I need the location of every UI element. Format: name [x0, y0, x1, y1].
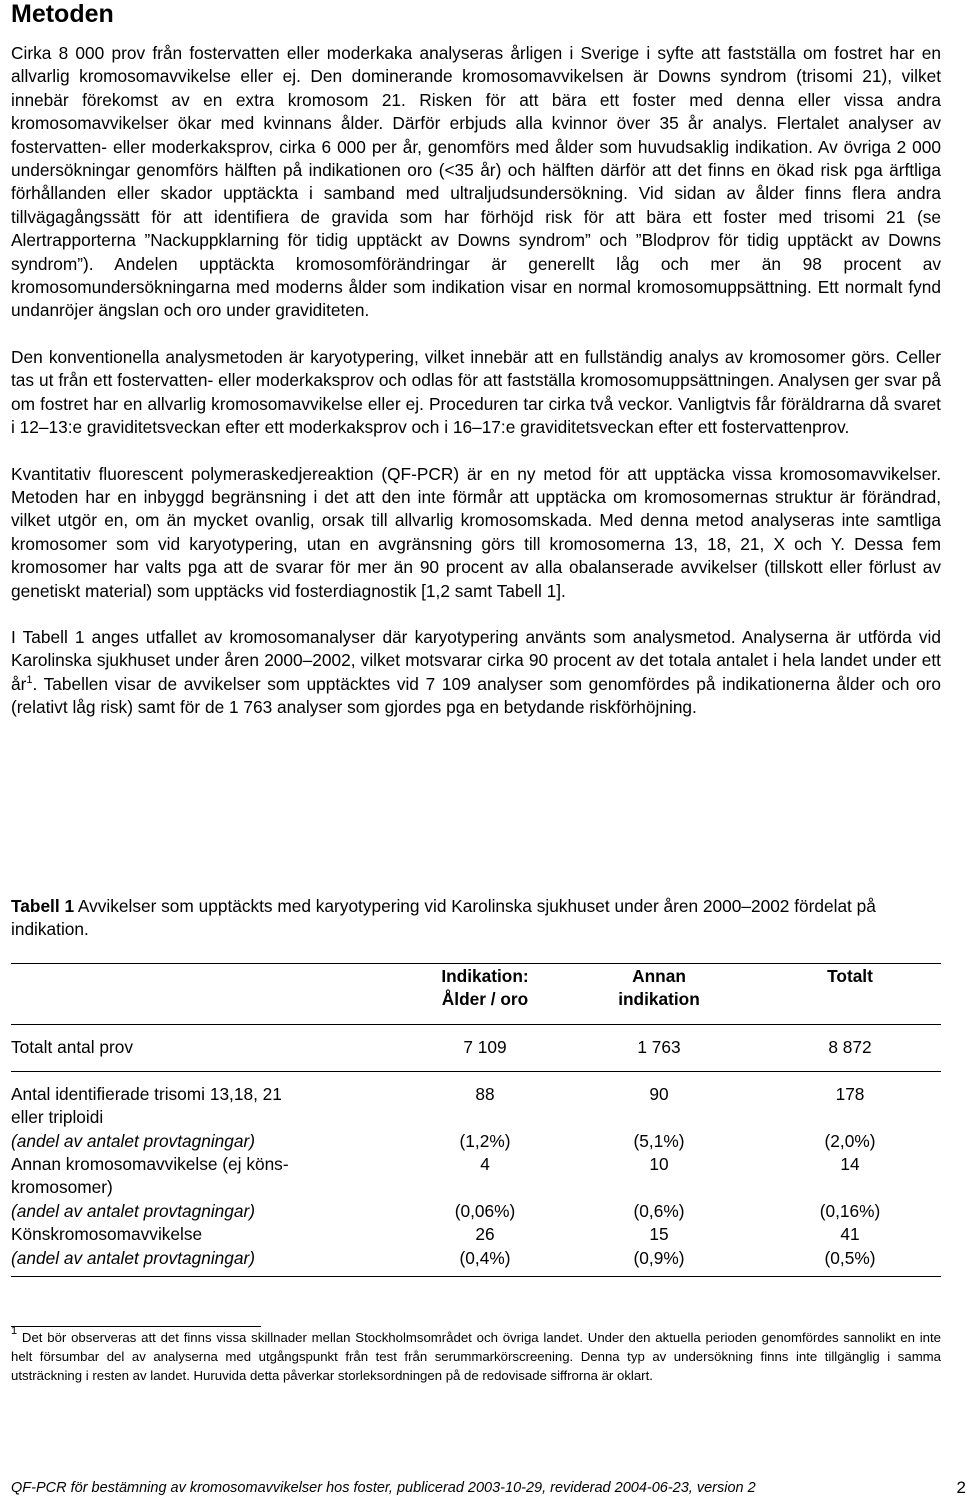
cell-count: 178 [835, 1083, 865, 1104]
footnote-text: Det bör observeras att det finns vissa skillnader mellan Stockholmsområdet och övriga landet. Under den aktuella perioden genomfördes sannolikt en inte helt försumbar del av analyserna med utgångspunkt från test från serummarkörscreening. Denna typ av undersökning finns inte tillgänglig i samma utsträckning i resten av landet. Huruvida detta påverkar storleksordningen på de redovisade siffrorna är oklart. [11, 1330, 941, 1383]
section-heading: Metoden [11, 0, 114, 28]
footnote-marker: 1 [11, 1325, 18, 1337]
cell-count: 14 [840, 1154, 860, 1175]
row-label [11, 1153, 411, 1223]
table-row [11, 1153, 941, 1223]
cell-count: 90 [649, 1083, 669, 1104]
cell-percent: (0,06%) [454, 1200, 516, 1221]
header-empty-cell [11, 965, 411, 1012]
row-label-line: Könskromosomavvikelse [11, 1224, 203, 1245]
header-other-indication [559, 965, 759, 1012]
header-age-worry [411, 965, 559, 1012]
cell-value [411, 1223, 559, 1270]
cell-value [759, 1223, 941, 1270]
cell-count: 15 [649, 1224, 669, 1245]
page-number: 2 [956, 1478, 966, 1497]
paragraph-table-intro [11, 626, 941, 720]
cell-percent: (0,5%) [824, 1247, 876, 1268]
header-rule [11, 1012, 941, 1025]
table-caption-text: Avvikelser som upptäckts med karyotypering vid Karolinska sjukhuset under åren 2000–2002 fördelat på indikation. [11, 896, 876, 940]
results-table [11, 965, 941, 1277]
cell-value [411, 1153, 559, 1223]
spacer [11, 1071, 941, 1083]
cell-percent: (1,2%) [459, 1130, 511, 1151]
footnote [11, 1325, 941, 1385]
row-label-line: (andel av antalet provtagningar) [11, 1130, 256, 1151]
table-row [11, 1223, 941, 1270]
cell-count: 4 [480, 1154, 490, 1175]
cell-count: 26 [475, 1224, 495, 1245]
paragraph-karyotyping: Den konventionella analysmetoden är karyotypering, vilket innebär att en fullständig analys av kromosomer görs. Celler tas ut från ett fostervatten- eller moderkaksprov och odlas för att fastställa kromosomuppsättningen. Analysen ger svar på om fostret har en allvarlig kromosomavvikelse eller ej. Proceduren tar cirka två veckor. Vanligtvis får föräldrarna då svaret i 12–13:e graviditetsveckan efter ett moderkaksprov och i 16–17:e graviditetsveckan efter ett fostervattenprov. [11, 346, 941, 438]
row-label [11, 1223, 411, 1270]
page-footer [11, 1478, 966, 1497]
header-other-indication-line2: indikation [618, 989, 700, 1010]
table-caption [11, 895, 941, 942]
footnote-reference[interactable]: 1 [26, 673, 33, 686]
paragraph-methods-intro: Cirka 8 000 prov från fostervatten eller moderkaka analyseras årligen i Sverige i syfte att fastställa om fostret har en allvarlig kromosomavvikelse eller ej. Den dominerande kromosomavvikelsen är Downs syndrom (trisomi 21), vilket innebär förekomst av en extra kromosom 21. Risken för att bära ett foster med denna eller vissa andra kromosomavvikelser ökar med kvinnans ålder. Därför erbjuds alla kvinnor över 35 år analys. Flertalet analyser av fostervatten- eller moderkaksprov, cirka 6 000 per år, genomförs med ålder som huvudsaklig indikation. Av övriga 2 000 undersökningar genomförs hälften på indikationen oro (<35 år) och hälften därför att det finns en ökad risk pga ärftliga förhållanden eller skador upptäckta i samband med ultraljudsundersökning. Vid sidan av ålder finns flera andra tillvägagångssätt för att identifiera de gravida som har förhöjd risk för att bära ett foster med trisomi 21 (se Alertrapporterna ”Nackuppklarning för tidig upptäckt av Downs syndrom” och ”Blodprov för tidig upptäckt av Downs syndrom”). Andelen upptäckta kromosomförändringar är generellt låg och mer än 98 procent av kromosomundersökningarna med moderns ålder som indikation visar en normal kromosomuppsättning. Ett normalt fynd undanröjer ängslan och oro under graviditeten. [11, 43, 941, 321]
cell-count: 10 [649, 1154, 669, 1175]
table-row [11, 1037, 941, 1058]
cell-value: 8 872 [828, 1036, 872, 1057]
header-total-line1: Totalt [827, 966, 873, 986]
row-label-line: Antal identifierade trisomi 13,18, 21 [11, 1083, 282, 1104]
header-total [759, 965, 941, 1012]
header-age-worry-line2: Ålder / oro [441, 989, 529, 1010]
cell-value [411, 1083, 559, 1153]
table-header-row [11, 965, 941, 1012]
row-label-line: (andel av antalet provtagningar) [11, 1200, 256, 1221]
cell-value: 1 763 [637, 1036, 681, 1057]
cell-value [559, 1223, 759, 1270]
cell-percent: (0,16%) [819, 1200, 881, 1221]
row-label: Totalt antal prov [11, 1036, 133, 1057]
cell-value [759, 1153, 941, 1223]
row-label-line: Annan kromosomavvikelse (ej köns- [11, 1154, 289, 1175]
footnote-separator [11, 1326, 261, 1327]
cell-value [759, 1083, 941, 1153]
header-other-indication-line1: Annan [632, 966, 686, 986]
paragraph-table-intro-part2: . Tabellen visar de avvikelser som upptäcktes vid 7 109 analyser som genomfördes på indikationerna ålder och oro (relativt låg risk) samt för de 1 763 analyser som gjordes pga en betydande riskförhöjning. [11, 673, 941, 718]
table-bottom-rule [11, 1270, 941, 1277]
cell-percent: (2,0%) [824, 1130, 876, 1151]
cell-percent: (0,4%) [459, 1247, 511, 1268]
header-age-worry-line1: Indikation: [441, 966, 529, 986]
row-label-line: kromosomer) [11, 1177, 113, 1198]
row-label-line: eller triploidi [11, 1107, 104, 1128]
cell-percent: (0,6%) [633, 1200, 685, 1221]
row-label [11, 1083, 411, 1153]
row-rule [11, 1058, 941, 1072]
table-row [11, 1083, 941, 1153]
row-label-line: (andel av antalet provtagningar) [11, 1247, 256, 1268]
spacer [11, 1024, 941, 1037]
paragraph-qf-pcr: Kvantitativ fluorescent polymeraskedjereaktion (QF-PCR) är en ny metod för att upptäcka vissa kromosomavvikelser. Metoden har en inbyggd begränsning i det att den inte förmår att upptäcka om kromosomernas struktur är förändrad, vilket utgör en, om än mycket ovanlig, orsak till allvarlig kromosomskada. Med denna metod analyseras inte samtliga kromosomer som vid karyotypering, utan en avgränsning görs till kromosomerna 13, 18, 21, X och Y. Dessa fem kromosomer har valts pga att de svarar för mer än 90 procent av alla obalanserade avvikelser (tillskott eller förlust av genetiskt material) som upptäcks vid fosterdiagnostik [1,2 samt Tabell 1]. [11, 463, 941, 601]
cell-percent: (5,1%) [633, 1130, 685, 1151]
cell-count: 88 [475, 1083, 495, 1104]
cell-value: 7 109 [463, 1036, 507, 1057]
cell-value [559, 1153, 759, 1223]
footer-text: QF-PCR för bestämning av kromosomavvikelser hos foster, publicerad 2003-10-29, reviderad 2004-06-23, version 2 [11, 1480, 756, 1496]
document-page [11, 0, 966, 1497]
cell-value [559, 1083, 759, 1153]
table-top-rule [11, 963, 941, 964]
paragraph-table-intro-part1: I Tabell 1 anges utfallet av kromosomanalyser där karyotypering använts som analysmetod. Analyserna är utförda vid Karolinska sjukhuset under åren 2000–2002, vilket motsvarar cirka 90 procent av det totala antalet i hela landet under ett år [11, 626, 941, 694]
cell-count: 41 [840, 1224, 860, 1245]
table-caption-label: Tabell 1 [11, 896, 75, 916]
cell-percent: (0,9%) [633, 1247, 685, 1268]
